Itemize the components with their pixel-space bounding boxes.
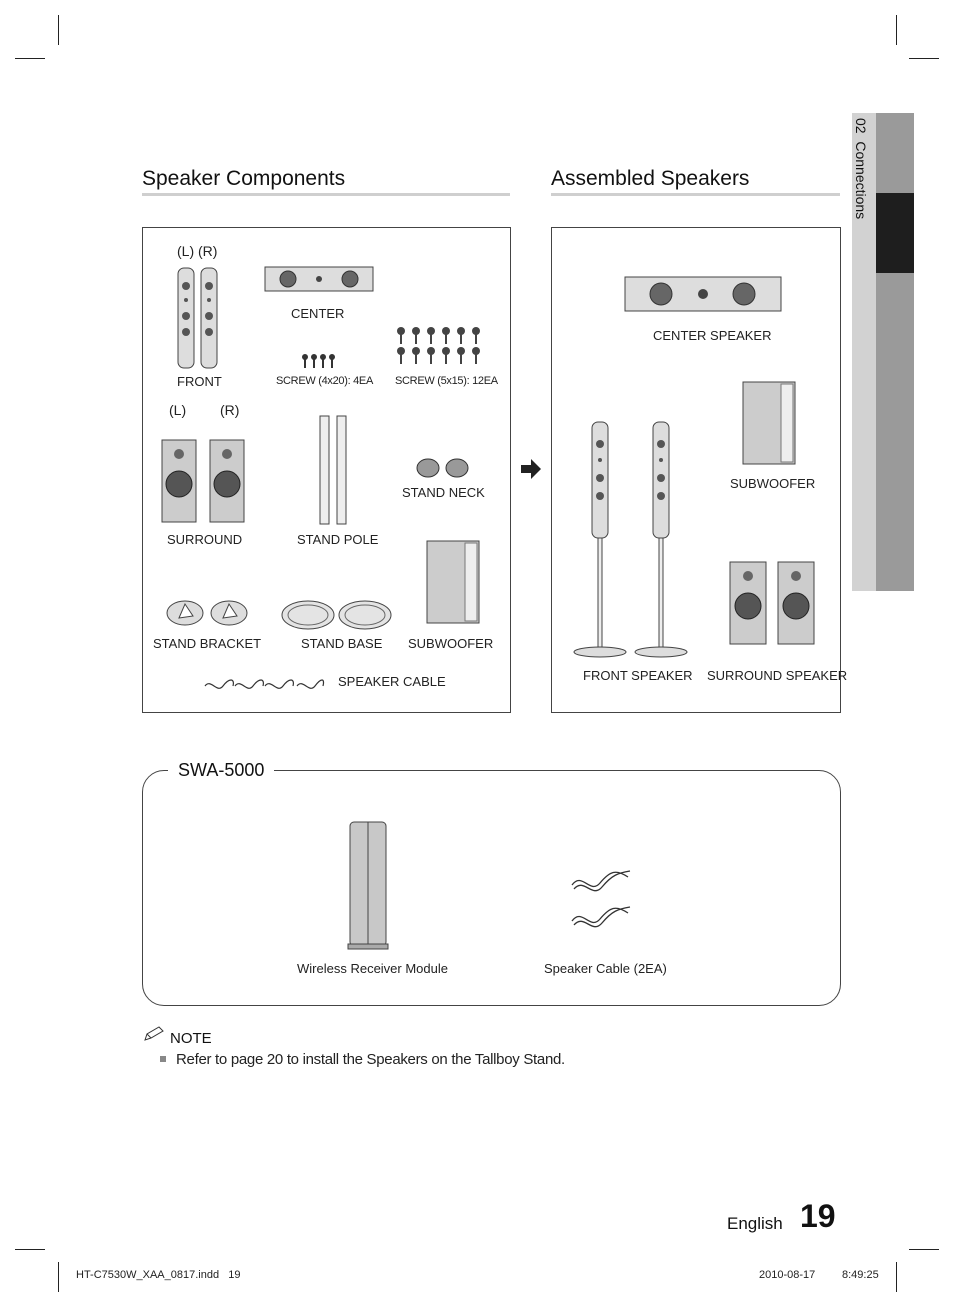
side-tab-strip (876, 113, 914, 591)
pencil-icon (143, 1026, 167, 1042)
stand-pole-label: STAND POLE (297, 532, 379, 547)
swa-title: SWA-5000 (178, 760, 265, 780)
speaker-cable-label: SPEAKER CABLE (338, 674, 446, 689)
crop-mark (896, 1262, 897, 1292)
stand-base-label: STAND BASE (301, 636, 383, 651)
crop-mark (15, 58, 45, 59)
assembled-surround-speaker-image (728, 560, 816, 646)
title-rule (551, 193, 840, 196)
assembled-front-speaker-image (572, 420, 692, 660)
subwoofer-image (425, 539, 481, 625)
front-label: FRONT (177, 374, 222, 389)
note-text: Refer to page 20 to install the Speakers on the Tallboy Stand. (176, 1051, 565, 1068)
stand-bracket-image (165, 596, 251, 630)
wireless-receiver-module-image (346, 820, 392, 952)
stand-pole-image (318, 414, 350, 526)
swa-speaker-cable-image (568, 865, 634, 941)
footer-language: English (727, 1214, 783, 1233)
stand-neck-image (415, 455, 471, 479)
footer-file: HT-C7530W_XAA_0817.indd 19 (76, 1269, 241, 1281)
section-title-components: Speaker Components (142, 167, 346, 190)
footer-time: 8:49:25 (842, 1269, 879, 1281)
footer-date: 2010-08-17 (759, 1269, 816, 1281)
side-tab-label (853, 118, 869, 219)
swa-cable-label: Speaker Cable (2EA) (544, 961, 667, 976)
crop-mark (909, 58, 939, 59)
subwoofer-label: SUBWOOFER (408, 636, 494, 651)
wireless-module-label: Wireless Receiver Module (297, 961, 448, 976)
note-heading: NOTE (170, 1030, 212, 1047)
screw-large-label: SCREW (5x15): 12EA (395, 375, 498, 387)
stand-neck-label: STAND NECK (402, 485, 485, 500)
note-bullet (160, 1056, 166, 1062)
screw-small-label: SCREW (4x20): 4EA (276, 375, 373, 387)
front-lr-label: (L) (R) (177, 243, 218, 259)
surround-r-label: (R) (220, 402, 240, 418)
side-tab-active (876, 193, 914, 273)
page-number: 19 (800, 1198, 836, 1234)
assembled-subwoofer-label: SUBWOOFER (730, 476, 816, 491)
swa-panel (142, 770, 841, 1006)
crop-mark (896, 15, 897, 45)
stand-bracket-label: STAND BRACKET (153, 636, 262, 651)
assembled-front-label: FRONT SPEAKER (583, 668, 693, 683)
assembled-center-label: CENTER SPEAKER (653, 328, 772, 343)
crop-mark (58, 15, 59, 45)
speaker-cable-image (203, 676, 327, 696)
front-speaker-image (176, 266, 220, 370)
stand-base-image (280, 598, 394, 632)
large-screws-image (395, 326, 485, 368)
title-rule (142, 193, 510, 196)
crop-mark (909, 1249, 939, 1250)
assembled-center-speaker-image (624, 276, 782, 314)
surround-label: SURROUND (167, 532, 243, 547)
section-title-assembled: Assembled Speakers (551, 167, 750, 190)
assembled-subwoofer-image (741, 380, 797, 466)
center-speaker-image (264, 266, 374, 294)
side-tab-text: Connections (853, 141, 869, 220)
crop-mark (15, 1249, 45, 1250)
crop-mark (58, 1262, 59, 1292)
surround-l-label: (L) (169, 402, 187, 418)
surround-speaker-image (160, 438, 246, 524)
arrow-right-icon (520, 458, 542, 480)
center-label: CENTER (291, 306, 345, 321)
side-tab-number: 02 (853, 118, 869, 134)
assembled-surround-label: SURROUND SPEAKER (707, 668, 848, 683)
small-screws-image (300, 354, 338, 370)
